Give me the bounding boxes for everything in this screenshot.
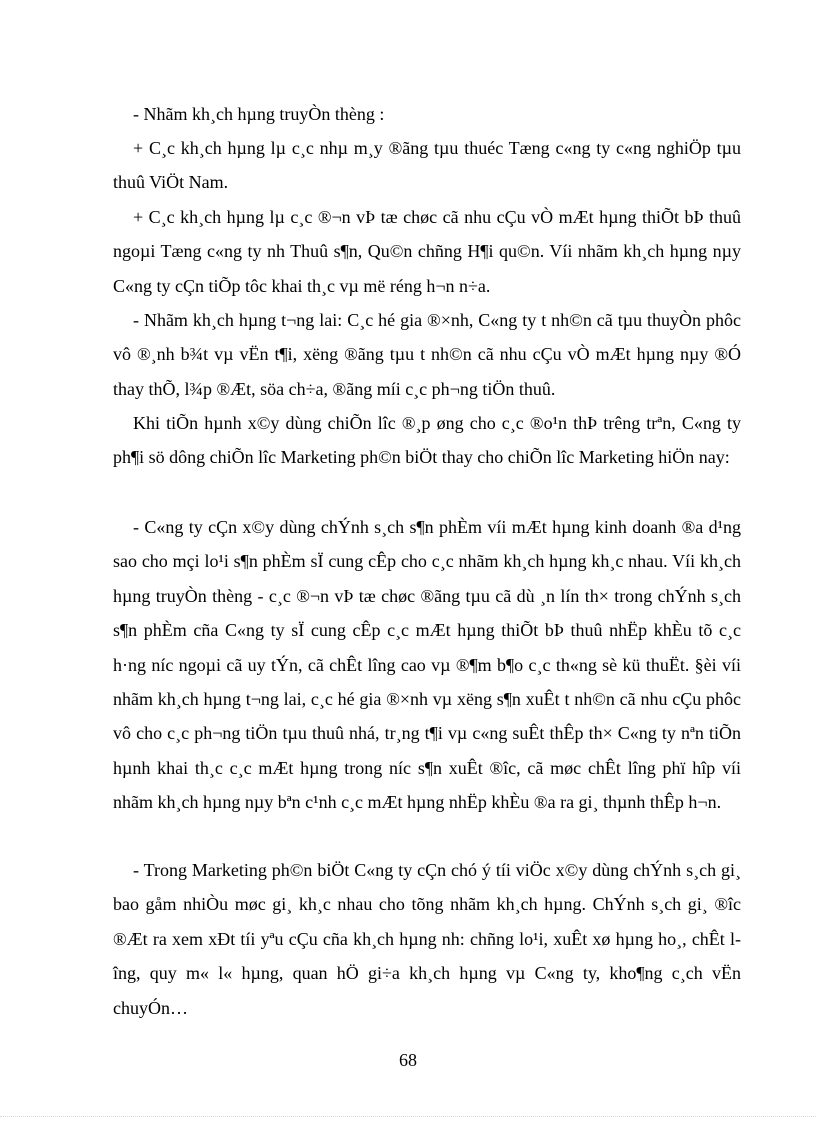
paragraph-pricing-policy: - Trong Marketing ph©n biÖt C«ng ty cÇn chó ý tíi viÖc x©y dùng chÝnh s¸ch gi¸ bao gåm nhiÒu møc gi¸ kh¸c nhau cho tõng nhãm kh¸ch hµng. ChÝnh s¸ch gi¸ ®îc ®Æt ra xem xÐt tíi yªu cÇu cña kh¸ch hµng nh: chñng lo¹i, xuÊt xø hµng ho¸, chÊt lîng, quy m« l« hµng, quan hÖ gi÷a kh¸ch hµng vµ C«ng ty, kho¶ng c¸ch vËn chuyÓn… xyxy=(113,860,741,1018)
page-number: 68 xyxy=(399,1050,417,1070)
paragraph-future-customers: - Nhãm kh¸ch hµng t¬ng lai: C¸c hé gia ®×nh, C«ng ty t nh©n cã tµu thuyÒn phôc vô ®¸nh b¾t vµ vËn t¶i, xëng ®ãng tµu t nh©n cã nhu cÇu vÒ mÆt hµng nµy ®Ó thay thÕ, l¾p ®Æt, söa ch÷a, ®ãng míi c¸c ph¬ng tiÖn thuû. xyxy=(113,310,741,399)
paragraph-traditional-customers-heading: - Nhãm kh¸ch hµng truyÒn thèng : xyxy=(133,104,385,124)
page-bottom-divider xyxy=(0,1116,816,1117)
paragraph-outside-organizations: + C¸c kh¸ch hµng lµ c¸c ®¬n vÞ tæ chøc cã nhu cÇu vÒ mÆt hµng thiÕt bÞ thuû ngoµi Tæng c«ng ty nh Thuû s¶n, Qu©n chñng H¶i qu©n. Víi nhãm kh¸ch hµng nµy C«ng ty cÇn tiÕp tôc khai th¸c vµ më réng h¬n n÷a. xyxy=(113,207,741,296)
paragraph-differentiated-strategy-intro: Khi tiÕn hµnh x©y dùng chiÕn lîc ®¸p øng cho c¸c ®o¹n thÞ trêng trªn, C«ng ty ph¶i sö dông chiÕn lîc Marketing ph©n biÖt thay cho chiÕn lîc Marketing hiÖn nay: xyxy=(113,413,741,468)
paragraph-product-policy: - C«ng ty cÇn x©y dùng chÝnh s¸ch s¶n phÈm víi mÆt hµng kinh doanh ®a d¹ng sao cho mçi lo¹i s¶n phÈm sÏ cung cÊp cho c¸c nhãm kh¸ch hµng kh¸c nhau. Víi kh¸ch hµng truyÒn thèng - c¸c ®¬n vÞ tæ chøc ®ãng tµu cã dù ¸n lín th× trong chÝnh s¸ch s¶n phÈm cña C«ng ty sÏ cung cÊp c¸c mÆt hµng thiÕt bÞ thuû nhËp khÈu tõ c¸c h·ng níc ngoµi cã uy tÝn, cã chÊt lîng cao vµ ®¶m b¶o c¸c th«ng sè kü thuËt. §èi víi nhãm kh¸ch hµng t¬ng lai, c¸c hé gia ®×nh vµ xëng s¶n xuÊt t nh©n cã nhu cÇu phôc vô cho c¸c ph¬ng tiÖn tµu thuû nhá, tr¸ng t¶i vµ c«ng suÊt thÊp th× C«ng ty nªn tiÕn hµnh khai th¸c c¸c mÆt hµng trong níc s¶n xuÊt ®îc, cã møc chÊt lîng phï hîp víi nhãm kh¸ch hµng nµy bªn c¹nh c¸c mÆt hµng nhËp khÈu ®a ra gi¸ thµnh thÊp h¬n. xyxy=(113,517,741,813)
paragraph-shipyard-customers: + C¸c kh¸ch hµng lµ c¸c nhµ m¸y ®ãng tµu thuéc Tæng c«ng ty c«ng nghiÖp tµu thuû ViÖt Nam. xyxy=(113,138,741,193)
